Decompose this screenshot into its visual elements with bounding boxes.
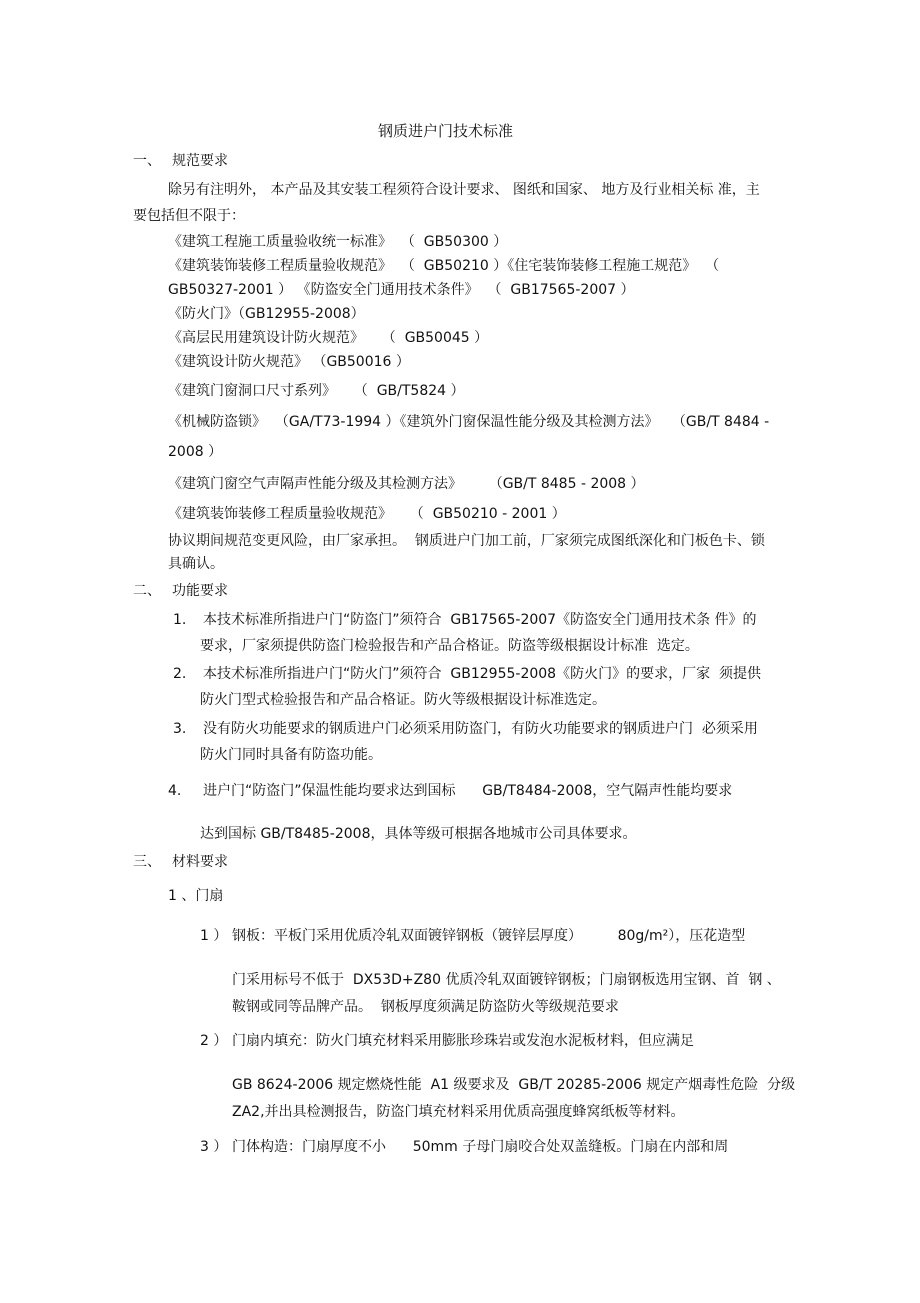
- standard-line: 2008 ）: [168, 444, 223, 460]
- section-1-heading: 规范要求: [172, 153, 228, 169]
- standard-line: 《建筑门窗洞口尺寸系列》 （ GB/T5824 ）: [168, 383, 465, 399]
- section-1-number: 一、: [133, 153, 161, 169]
- standard-line: 《建筑门窗空气声隔声性能分级及其检测方法》 （GB/T 8485 - 2008 ）: [168, 476, 645, 492]
- list-item-number: 2 ）: [200, 1033, 228, 1049]
- section-1-intro: 除另有注明外， 本产品及其安装工程须符合设计要求、 图纸和国家、 地方及行业相关标 准，主: [168, 182, 760, 198]
- list-item-number: 3.: [173, 721, 187, 737]
- doc-title: 钢质进户门技术标准: [378, 122, 514, 140]
- list-item-text: 钢板：平板门采用优质冷轧双面镀锌钢板（镀锌层厚度） 80g/m²），压花造型: [232, 928, 746, 944]
- standard-line: 《机械防盗锁》 （GA/T73-1994 ）《建筑外门窗保温性能分级及其检测方法》 （GB/T 8484 -: [168, 414, 770, 430]
- section-1-note-cont: 具确认。: [168, 556, 224, 572]
- standard-line: 《高层民用建筑设计防火规范》 （ GB50045 ）: [168, 330, 489, 346]
- section-2-heading: 功能要求: [172, 583, 228, 599]
- standard-line: 《建筑装饰装修工程质量验收规范》 （ GB50210 ）《住宅装饰装修工程施工规范》 （: [168, 258, 720, 274]
- list-item-text: 达到国标 GB/T8485-2008，具体等级可根据各地城市公司具体要求。: [200, 826, 637, 842]
- section-1-intro-cont: 要包括但不限于：: [133, 208, 245, 224]
- section-3-heading: 材料要求: [172, 854, 228, 870]
- list-item-text: 要求，厂家须提供防盗门检验报告和产品合格证。防盗等级根据设计标准 选定。: [200, 638, 699, 654]
- list-item-number: 1 ）: [200, 928, 228, 944]
- list-item-number: 2.: [173, 666, 187, 682]
- standard-line: 《建筑装饰装修工程质量验收规范》 （ GB50210 - 2001 ）: [168, 506, 566, 522]
- section-3-number: 三、: [133, 854, 161, 870]
- list-item-text: 鞍钢或同等品牌产品。 钢板厚度须满足防盗防火等级规范要求: [232, 999, 619, 1015]
- section-1-note: 协议期间规范变更风险，由厂家承担。 钢质进户门加工前，厂家须完成图纸深化和门板色卡、锁: [168, 533, 765, 549]
- standard-line: 《防火门》（GB12955-2008）: [168, 306, 365, 322]
- list-item-text: 门扇内填充：防火门填充材料采用膨胀珍珠岩或发泡水泥板材料，但应满足: [232, 1033, 694, 1049]
- standard-line: 《建筑工程施工质量验收统一标准》 （ GB50300 ）: [168, 234, 508, 250]
- standard-line: 《建筑设计防火规范》 （GB50016 ）: [168, 354, 410, 370]
- standard-line: GB50327-2001 ） 《防盗安全门通用技术条件》 （ GB17565-2007 ）: [168, 282, 635, 298]
- section-2-number: 二、: [133, 583, 161, 599]
- list-item-text: 门采用标号不低于 DX53D+Z80 优质冷轧双面镀锌钢板；门扇钢板选用宝钢、首 钢 、: [232, 972, 781, 988]
- list-item-number: 4.: [168, 783, 182, 799]
- list-item-text: 本技术标准所指进户门“防盗门”须符合 GB17565-2007《防盗安全门通用技术条 件》的: [203, 612, 757, 628]
- list-item-text: ZA2,并出具检测报告，防盗门填充材料采用优质高强度蜂窝纸板等材料。: [232, 1104, 685, 1120]
- list-item-text: 进户门“防盗门”保温性能均要求达到国标 GB/T8484-2008，空气隔声性能均要求: [203, 783, 733, 799]
- list-item-text: 防火门同时具备有防盗功能。: [200, 747, 382, 763]
- list-item-text: 门体构造：门扇厚度不小 50mm 子母门扇咬合处双盖缝板。门扇在内部和周: [232, 1139, 729, 1155]
- list-item-text: 本技术标准所指进户门“防火门”须符合 GB12955-2008《防火门》的要求，厂家 须提供: [203, 666, 761, 682]
- subsection-heading: 1 、门扇: [168, 888, 224, 904]
- list-item-text: 没有防火功能要求的钢质进户门必须采用防盗门，有防火功能要求的钢质进户门 必须采用: [203, 721, 758, 737]
- list-item-text: 防火门型式检验报告和产品合格证。防火等级根据设计标准选定。: [200, 692, 606, 708]
- list-item-number: 1.: [173, 612, 187, 628]
- list-item-number: 3 ）: [200, 1139, 228, 1155]
- list-item-text: GB 8624-2006 规定燃烧性能 A1 级要求及 GB/T 20285-2006 规定产烟毒性危险 分级: [232, 1077, 796, 1093]
